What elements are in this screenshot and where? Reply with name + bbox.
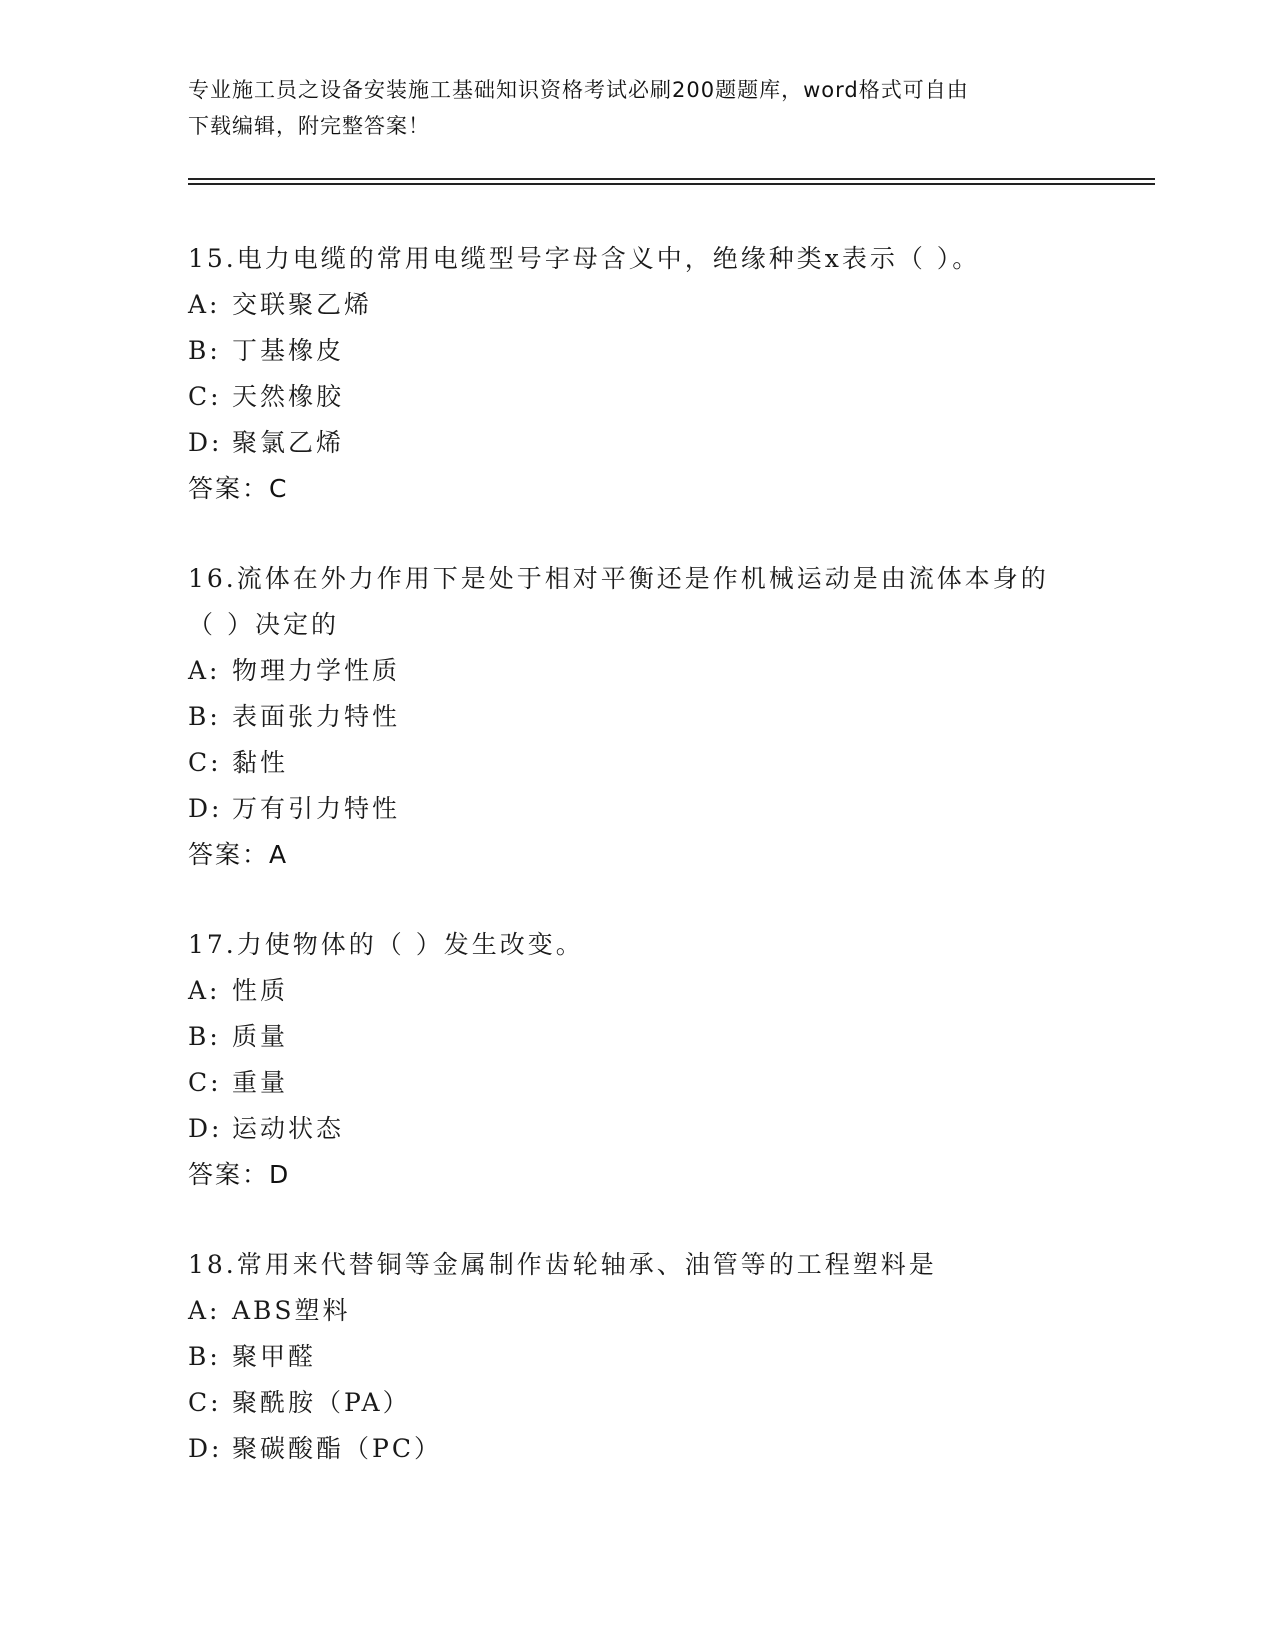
option-c	[188, 1380, 1108, 1426]
option-a	[188, 282, 1108, 328]
option-d	[188, 1106, 1108, 1152]
option-letter: C:	[188, 1068, 222, 1097]
option-text: 聚碳酸酯（PC）	[232, 1434, 442, 1463]
question-list	[188, 236, 1108, 1516]
option-b	[188, 328, 1108, 374]
header-line-2: 下载编辑，附完整答案！	[188, 114, 430, 138]
option-c	[188, 374, 1108, 420]
option-text: 聚甲醛	[232, 1342, 317, 1371]
option-text: 交联聚乙烯	[232, 290, 373, 319]
question-15	[188, 236, 1108, 512]
option-letter: D:	[188, 1434, 223, 1463]
option-letter: D:	[188, 428, 223, 457]
option-text: 质量	[232, 1022, 289, 1051]
option-d	[188, 420, 1108, 466]
option-c	[188, 740, 1108, 786]
option-text: 物理力学性质	[232, 656, 401, 685]
option-letter: A:	[188, 656, 221, 685]
option-letter: A:	[188, 976, 221, 1005]
answer-line: 答案：C	[188, 474, 289, 503]
option-letter: C:	[188, 1388, 222, 1417]
option-text: 重量	[232, 1068, 289, 1097]
question-16	[188, 556, 1108, 878]
header-divider-top	[188, 178, 1155, 180]
question-stem: 15.电力电缆的常用电缆型号字母含义中，绝缘种类x表示（ ）。	[188, 244, 981, 273]
answer-line: 答案：A	[188, 840, 289, 869]
option-a	[188, 968, 1108, 1014]
option-a	[188, 1288, 1108, 1334]
option-text: 运动状态	[232, 1114, 345, 1143]
question-stem: 17.力使物体的（ ）发生改变。	[188, 930, 584, 959]
header-divider-bottom	[188, 183, 1155, 185]
document-header	[188, 72, 1088, 144]
option-letter: C:	[188, 382, 222, 411]
question-17	[188, 922, 1108, 1198]
question-stem: 18.常用来代替铜等金属制作齿轮轴承、油管等的工程塑料是	[188, 1250, 937, 1279]
option-text: 表面张力特性	[232, 702, 401, 731]
question-stem-continued: （ ）决定的	[188, 610, 339, 639]
option-text: 万有引力特性	[232, 794, 401, 823]
header-line-1: 专业施工员之设备安装施工基础知识资格考试必刷200题题库，word格式可自由	[188, 78, 969, 102]
option-text: 黏性	[232, 748, 289, 777]
option-letter: D:	[188, 794, 223, 823]
option-letter: A:	[188, 1296, 221, 1325]
answer-line: 答案：D	[188, 1160, 291, 1189]
option-text: 聚氯乙烯	[232, 428, 345, 457]
option-text: 丁基橡皮	[232, 336, 345, 365]
option-d	[188, 786, 1108, 832]
option-d	[188, 1426, 1108, 1472]
question-18	[188, 1242, 1108, 1472]
option-b	[188, 1334, 1108, 1380]
option-b	[188, 694, 1108, 740]
option-b	[188, 1014, 1108, 1060]
option-c	[188, 1060, 1108, 1106]
option-letter: B:	[188, 1022, 221, 1051]
option-letter: B:	[188, 702, 221, 731]
option-text: ABS塑料	[232, 1296, 351, 1325]
question-stem: 16.流体在外力作用下是处于相对平衡还是作机械运动是由流体本身的	[188, 564, 1049, 593]
option-text: 性质	[232, 976, 289, 1005]
option-letter: A:	[188, 290, 221, 319]
option-letter: B:	[188, 336, 221, 365]
option-letter: C:	[188, 748, 222, 777]
option-letter: D:	[188, 1114, 223, 1143]
option-text: 聚酰胺（PA）	[232, 1388, 411, 1417]
option-letter: B:	[188, 1342, 221, 1371]
option-text: 天然橡胶	[232, 382, 345, 411]
option-a	[188, 648, 1108, 694]
